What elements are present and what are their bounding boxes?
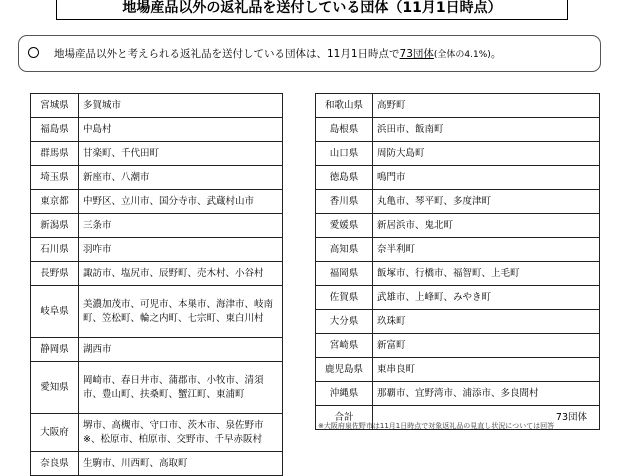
municipalities-cell: 新座市、八潮市 [79,166,283,190]
prefecture-cell: 石川県 [31,238,79,262]
municipalities-cell: 浜田市、飯南町 [373,118,600,142]
table-row [31,166,283,190]
prefecture-cell: 愛媛県 [316,214,373,238]
municipalities-cell: 美濃加茂市、可児市、本巣市、海津市、岐南町、笠松町、輪之内町、七宗町、東白川村 [79,286,283,338]
prefecture-cell: 宮城県 [31,94,79,118]
municipalities-cell: 生駒市、川西町、高取町 [79,452,283,476]
municipalities-cell: 奈半利町 [373,238,600,262]
table-row [316,190,600,214]
total-label: 合計 [316,406,373,430]
prefecture-cell: 群馬県 [31,142,79,166]
prefecture-cell: 福島県 [31,118,79,142]
total-count: 73団体 [373,406,600,430]
municipalities-cell: 羽咋市 [79,238,283,262]
table-row [31,190,283,214]
municipalities-cell: 中野区、立川市、国分寺市、武蔵村山市 [79,190,283,214]
circle-bullet-icon [28,47,39,58]
municipalities-cell: 多賀城市 [79,94,283,118]
footnote: ※大阪府泉佐野市は11月1日時点で対象返礼品の見直し状況については回答 [318,422,555,430]
prefecture-cell: 徳島県 [316,166,373,190]
municipalities-cell: 那覇市、宜野湾市、浦添市、多良間村 [373,382,600,406]
municipalities-cell: 新居浜市、鬼北町 [373,214,600,238]
prefecture-cell: 新潟県 [31,214,79,238]
left-municipality-table [30,93,283,476]
municipalities-cell: 岡崎市、春日井市、蒲郡市、小牧市、清須市、豊山町、扶桑町、蟹江町、東浦町 [79,362,283,414]
table-row [316,142,600,166]
prefecture-cell: 佐賀県 [316,286,373,310]
table-row [316,94,600,118]
prefecture-cell: 宮崎県 [316,334,373,358]
table-row [31,214,283,238]
municipalities-cell: 湖西市 [79,338,283,362]
table-row [316,382,600,406]
municipalities-cell: 武雄市、上峰町、みやき町 [373,286,600,310]
table-row [31,452,283,476]
summary-share: (全体の4.1%) [433,50,491,60]
prefecture-cell: 福岡県 [316,262,373,286]
table-row [316,238,600,262]
table-row [316,358,600,382]
table-row [31,142,283,166]
summary-prefix: 地場産品以外と考えられる返礼品を送付している団体は、11月1日時点で [54,48,400,60]
table-row [31,118,283,142]
municipalities-cell: 周防大島町 [373,142,600,166]
prefecture-cell: 沖縄県 [316,382,373,406]
table-row [31,286,283,338]
municipalities-cell: 堺市、高槻市、守口市、茨木市、泉佐野市※、松原市、柏原市、交野市、千早赤阪村 [79,414,283,452]
table-row [316,118,600,142]
summary-count: 73団体 [399,48,434,60]
municipalities-cell: 甘楽町、千代田町 [79,142,283,166]
summary-box [18,35,601,72]
municipalities-cell: 諏訪市、塩尻市、辰野町、売木村、小谷村 [79,262,283,286]
prefecture-cell: 長野県 [31,262,79,286]
table-row [31,94,283,118]
table-row [316,262,600,286]
table-row [31,338,283,362]
table-row [316,166,600,190]
municipalities-cell: 新富町 [373,334,600,358]
prefecture-cell: 奈良県 [31,452,79,476]
table-row [31,362,283,414]
prefecture-cell: 鹿児島県 [316,358,373,382]
municipalities-cell: 高野町 [373,94,600,118]
municipalities-cell: 丸亀市、琴平町、多度津町 [373,190,600,214]
prefecture-cell: 大分県 [316,310,373,334]
table-row [31,238,283,262]
table-row [316,334,600,358]
prefecture-cell: 山口県 [316,142,373,166]
municipalities-cell: 東串良町 [373,358,600,382]
prefecture-cell: 和歌山県 [316,94,373,118]
prefecture-cell: 岐阜県 [31,286,79,338]
table-row [316,286,600,310]
prefecture-cell: 高知県 [316,238,373,262]
prefecture-cell: 大阪府 [31,414,79,452]
table-row [31,414,283,452]
municipalities-cell: 鳴門市 [373,166,600,190]
prefecture-cell: 島根県 [316,118,373,142]
prefecture-cell: 静岡県 [31,338,79,362]
table-row [316,310,600,334]
municipalities-cell: 中島村 [79,118,283,142]
prefecture-cell: 埼玉県 [31,166,79,190]
summary-suffix: 。 [490,48,502,60]
prefecture-cell: 愛知県 [31,362,79,414]
prefecture-cell: 香川県 [316,190,373,214]
municipalities-cell: 玖珠町 [373,310,600,334]
page-title: 地場産品以外の返礼品を送付している団体（11月1日時点） [56,0,568,20]
table-row [316,214,600,238]
table-row [31,262,283,286]
prefecture-cell: 東京都 [31,190,79,214]
municipalities-cell: 三条市 [79,214,283,238]
summary-text [54,46,501,61]
municipalities-cell: 飯塚市、行橋市、福智町、上毛町 [373,262,600,286]
right-municipality-table [315,93,600,430]
